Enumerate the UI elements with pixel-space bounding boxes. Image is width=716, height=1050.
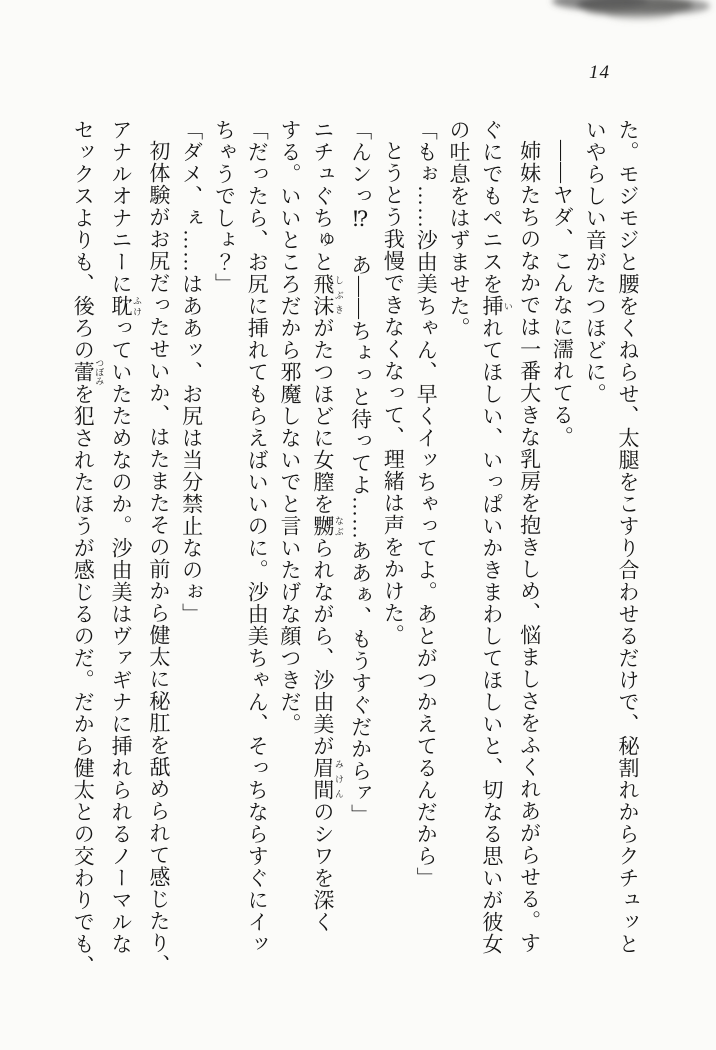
text-column-17: セックスよりも、後ろの蕾 つぼみを犯されたほうが感じるのだ。だから健太との交わりでも、: [71, 119, 105, 977]
text-column-14: 「ダメ、ぇ……はああッ、お尻は当分禁止なのぉ」: [179, 119, 204, 625]
text-column-9: 「んンっ⁉ あ――ちょっと待ってよ……ああぁ、もうすぐだからァ」: [348, 119, 373, 826]
text-column-7: 「もぉ……沙由美ちゃん、早くイッちゃってよ。あとがつかえてるんだから」: [414, 119, 439, 889]
text-column-8: とうとう我慢できなくなって、理緒は声をかけた。: [381, 140, 406, 646]
ink-smudge-decoration: [540, 0, 716, 42]
text-column-5: ぐにでもペニスを挿 いれてほしい、いっぱいかきまわしてほしいと、切なる思いが彼女: [479, 119, 513, 955]
text-column-11: する。いいところだから邪魔しないでと言いたげな顔つきだ。: [278, 119, 303, 735]
text-column-15: 初体験がお尻だったせいか、はたまたその前から健太に秘肛を舐められて感じたり、: [146, 140, 171, 976]
text-column-16: アナルオナニーに耽 ふけっていたためなのか。沙由美はヴァギナに挿れられるノーマルな: [109, 119, 143, 955]
page-number: 14: [589, 62, 610, 83]
text-column-1: た。モジモジと腰をくねらせ、太腿をこすり合わせるだけで、秘割れからクチュッと: [616, 119, 640, 955]
text-column-12: 「だったら、お尻に挿れてもらえばいいのに。沙由美ちゃん、そっちならすぐにイッ: [245, 119, 270, 955]
text-column-3: ――ヤダ、こんなに濡れてる。: [550, 140, 575, 448]
text-column-4: 姉妹たちのなかでは一番大きな乳房を抱きしめ、悩ましさをふくれあがらせる。す: [517, 140, 542, 954]
text-column-13: ちゃうでしょ？」: [212, 119, 237, 295]
text-column-2: いやらしい音がたつほどに。: [583, 119, 608, 405]
body-text: [66, 119, 644, 977]
text-column-6: の吐息をはずませた。: [447, 119, 472, 339]
text-column-10: ニチュぐちゅと飛沫 しぶきがたつほどに女膣を嬲 なぶられながら、沙由美が眉間 みけんのシワを深く: [310, 119, 344, 933]
